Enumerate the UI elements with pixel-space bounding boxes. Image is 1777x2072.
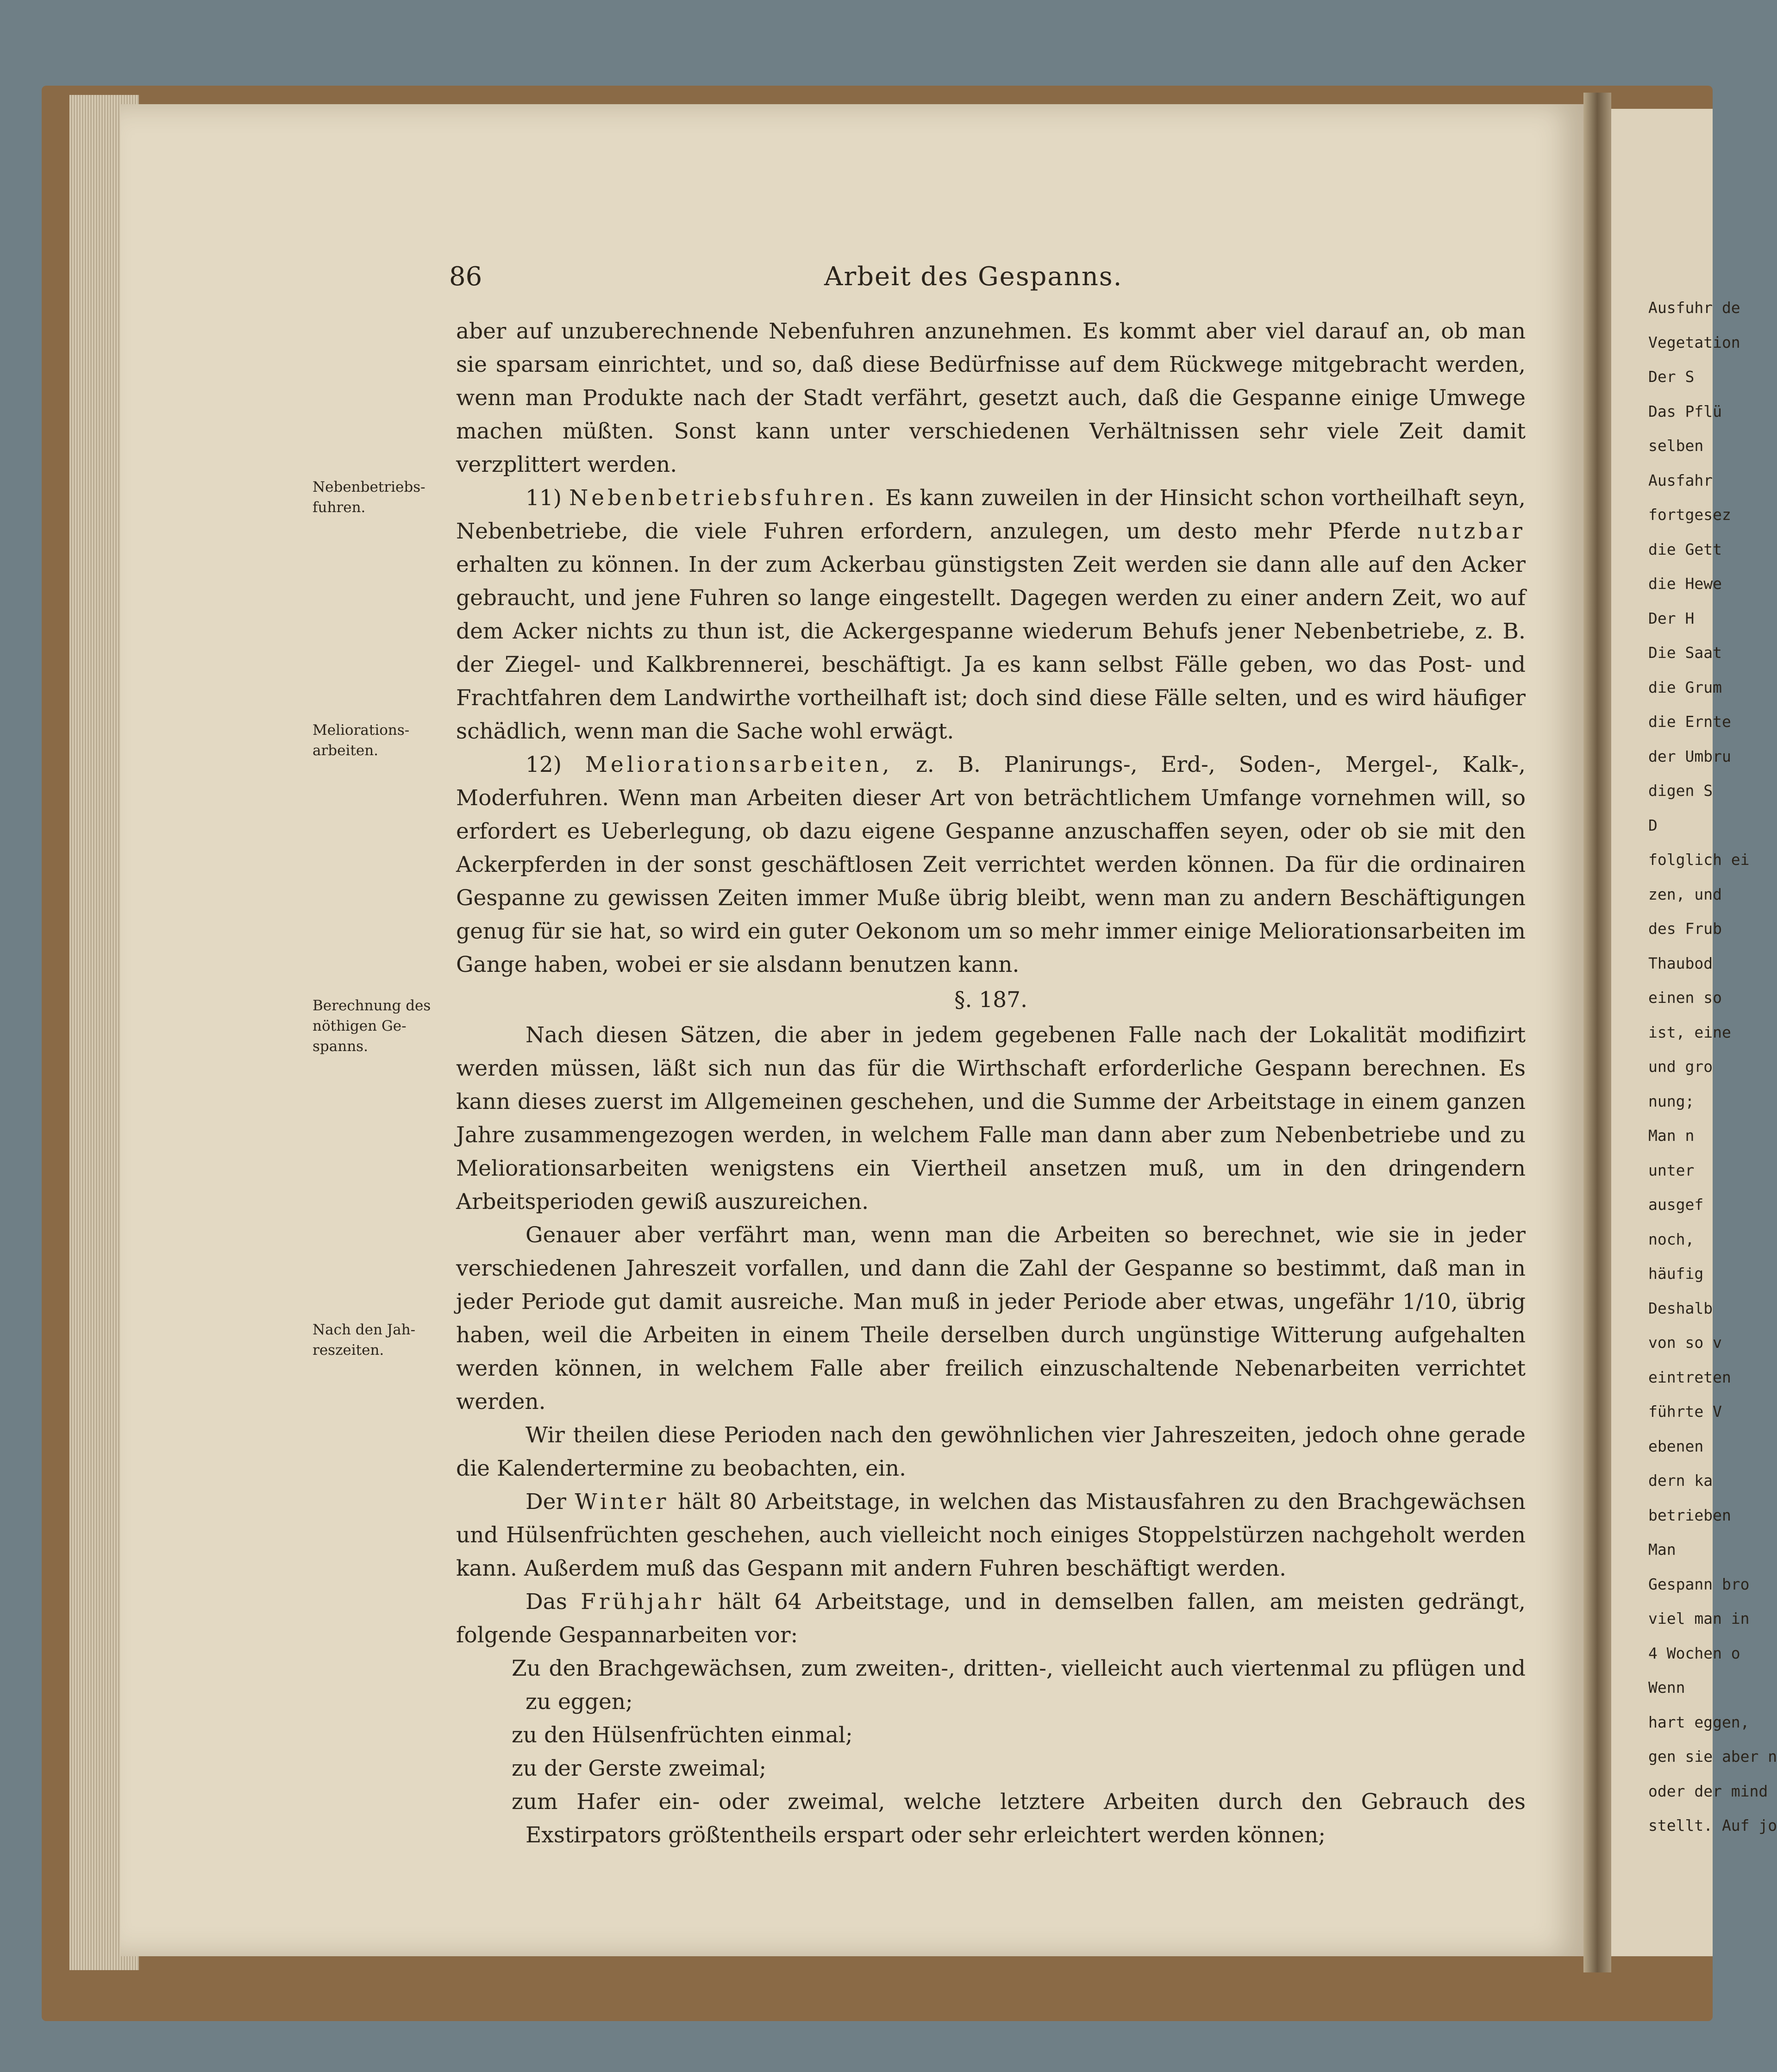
list-item: zum Hafer ein- oder zweimal, welche letztere Arbeiten durch den Gebrauch des Exstirpators größtentheils erspart oder sehr erleichtert werden können; bbox=[512, 1789, 1526, 1848]
right-page-fragment: viel man in bbox=[1648, 1609, 1750, 1628]
right-page-fragment: Ausfuhr de bbox=[1648, 299, 1740, 317]
page-number: 86 bbox=[449, 262, 482, 292]
paragraph-text: Es kann zuweilen in der Hinsicht schon vortheilhaft seyn, Nebenbetriebe, die viele Fuhren erfordern, anzulegen, um desto mehr Pferde bbox=[456, 485, 1526, 544]
paragraph-2 bbox=[456, 482, 1526, 748]
right-page-fragment: eintreten bbox=[1648, 1368, 1731, 1386]
right-page-fragment: die Grum bbox=[1648, 678, 1722, 696]
right-page-fragment: betrieben bbox=[1648, 1506, 1731, 1524]
paragraph-text: erhalten zu können. In der zum Ackerbau günstigsten Zeit werden sie dann alle auf den Acker gebraucht, und jene Fuhren so lange eingestellt. Dagegen werden zu einer andern Zeit, wo auf dem Acker nichts zu thun ist, die Ackergespanne wiederum Behufs jener Nebenbetriebe, z. B. der Ziegel- und Kalkbrennerei, beschäftigt. Ja es kann selbst Fälle geben, wo das Post- und Frachtfahren dem Landwirthe vortheilhaft ist; doch sind diese Fälle selten, und es wird häufiger schädlich, wenn man die Sache wohl erwägt. bbox=[456, 552, 1526, 744]
paragraph-text: Der bbox=[526, 1489, 566, 1515]
right-page-fragment: Deshalb bbox=[1648, 1299, 1713, 1317]
right-page-fragment: 4 Wochen o bbox=[1648, 1644, 1740, 1662]
right-page-fragment: Man bbox=[1648, 1540, 1676, 1559]
list-item: zu den Hülsenfrüchten einmal; bbox=[512, 1722, 853, 1748]
right-page-fragment: unter bbox=[1648, 1161, 1695, 1179]
right-page-fragment: Der S bbox=[1648, 368, 1695, 386]
right-page-fragment: selben bbox=[1648, 437, 1704, 455]
margin-note-berechnung: Berechnung des nöthigen Ge- spanns. bbox=[313, 997, 431, 1055]
right-page-fragment: einen so bbox=[1648, 989, 1722, 1007]
right-page-fragment: die Gett bbox=[1648, 540, 1722, 558]
page-header bbox=[444, 262, 1292, 299]
spaced-heading: Nebenbetriebsfuhren. bbox=[569, 485, 878, 511]
right-page-fragment: der Umbru bbox=[1648, 747, 1731, 765]
right-page-fragment: nung; bbox=[1648, 1092, 1695, 1110]
right-page-fragment: die Ernte bbox=[1648, 713, 1731, 731]
paragraph-text: hält 64 Arbeitstage, und in demselben fallen, am meisten gedrängt, folgende Gespannarbeiten vor: bbox=[456, 1589, 1526, 1648]
emphasized-word: Frühjahr bbox=[581, 1589, 705, 1615]
right-page-fragment: oder der mind bbox=[1648, 1782, 1768, 1800]
right-page-fragment: stellt. Auf jo bbox=[1648, 1816, 1777, 1834]
right-page-fragment: digen S bbox=[1648, 782, 1713, 800]
right-page-fragment: Man n bbox=[1648, 1127, 1695, 1145]
right-page-fragment: noch, bbox=[1648, 1230, 1695, 1248]
margin-note-meliorationsarbeiten: Meliorations- arbeiten. bbox=[313, 722, 410, 759]
paragraph-text: z. B. Planirungs-, Erd-, Soden-, Mergel-, Kalk-, Moderfuhren. Wenn man Arbeiten dieser Art von beträchtlichem Umfange vornehmen will, so erfordert es Ueberlegung, ob dazu eigene Gespanne anzuschaffen seyen, oder ob sie mit den Ackerpferden in der sonst geschäftlosen Zeit verrichtet werden können. Da für die ordinairen Gespanne zu gewissen Zeiten immer Muße übrig bleibt, wenn man zu andern Beschäftigungen genug für sie hat, so wird ein guter Oekonom um so mehr immer einige Meliorationsarbeiten im Gange haben, wobei er sie alsdann benutzen kann. bbox=[456, 752, 1526, 977]
right-page-fragment: gen sie aber n bbox=[1648, 1747, 1777, 1765]
right-page-fragment: die Hewe bbox=[1648, 575, 1722, 593]
paragraph-5: Genauer aber verfährt man, wenn man die Arbeiten so berechnet, wie sie in jeder verschiedenen Jahreszeit vorfallen, und dann die Zahl der Gespanne so bestimmt, daß man in jeder Periode gut damit ausreiche. Man muß in jeder Periode aber etwas, ungefähr 1/10, übrig haben, weil die Arbeiten in einem Theile derselben durch ungünstige Witterung aufgehalten werden können, in welchem Falle aber freilich einzuschaltende Nebenarbeiten verrichtet werden. bbox=[456, 1222, 1526, 1415]
emphasized-word: nutzbar bbox=[1417, 519, 1526, 544]
list-item: Zu den Brachgewächsen, zum zweiten-, dritten-, vielleicht auch viertenmal zu pflügen und zu eggen; bbox=[512, 1656, 1526, 1715]
right-page-fragment: von so v bbox=[1648, 1333, 1722, 1352]
emphasized-word: Winter bbox=[575, 1489, 670, 1515]
book-gutter bbox=[1583, 93, 1611, 1972]
running-title: Arbeit des Gespanns. bbox=[824, 262, 1123, 292]
section-heading: §. 187. bbox=[954, 987, 1028, 1013]
paragraph-6: Wir theilen diese Perioden nach den gewöhnlichen vier Jahreszeiten, jedoch ohne gerade die Kalendertermine zu beobachten, ein. bbox=[456, 1422, 1526, 1481]
right-page-fragment: hart eggen, bbox=[1648, 1713, 1750, 1731]
right-page-fragment: des Frub bbox=[1648, 920, 1722, 938]
right-page-fragment: und gro bbox=[1648, 1058, 1713, 1076]
body-text bbox=[456, 315, 1526, 1852]
item-number: 11) bbox=[526, 485, 562, 511]
right-page-fragment: Das Pflü bbox=[1648, 402, 1722, 420]
right-page-fragment: Die Saat bbox=[1648, 644, 1722, 662]
paragraph-text: Das bbox=[526, 1589, 567, 1615]
paragraph-3 bbox=[456, 748, 1526, 982]
right-page-fragment: Wenn bbox=[1648, 1678, 1685, 1696]
right-page-fragment: ebenen bbox=[1648, 1437, 1704, 1455]
margin-note-nebenbetriebsfuhren: Nebenbetriebs- fuhren. bbox=[313, 479, 425, 516]
right-page-fragment: Gespann bro bbox=[1648, 1575, 1750, 1593]
right-page-fragment: zen, und bbox=[1648, 885, 1722, 903]
item-number: 12) bbox=[526, 752, 562, 777]
right-page-fragment: führte V bbox=[1648, 1402, 1722, 1421]
right-page-fragment: folglich ei bbox=[1648, 851, 1750, 869]
paragraph-1: aber auf unzuberechnende Nebenfuhren anzunehmen. Es kommt aber viel darauf an, ob man sie sparsam einrichtet, und so, daß diese Bedürfnisse auf dem Rückwege mitgebracht werden, wenn man Produkte nach der Stadt verfährt, gesetzt auch, daß die Gespanne einige Umwege machen müßten. Sonst kann unter verschiedenen Verhältnissen sehr viele Zeit damit verzplittert werden. bbox=[456, 319, 1526, 477]
right-page-fragment: D bbox=[1648, 816, 1658, 834]
right-page-fragment: fortgesez bbox=[1648, 506, 1731, 524]
paragraph-text: hält 80 Arbeitstage, in welchen das Mistausfahren zu den Brachgewächsen und Hülsenfrüchten geschehen, auch vielleicht noch einiges Stoppelstürzen nachgeholt werden kann. Außerdem muß das Gespann mit andern Fuhren beschäftigt werden. bbox=[456, 1489, 1526, 1581]
right-page-fragment: häufig bbox=[1648, 1264, 1704, 1283]
right-page-fragment: ist, eine bbox=[1648, 1023, 1731, 1041]
paragraph-7 bbox=[456, 1485, 1526, 1585]
right-page-fragment: Der H bbox=[1648, 609, 1695, 627]
right-page-fragment: Vegetation bbox=[1648, 333, 1740, 351]
spaced-heading: Meliorationsarbeiten, bbox=[585, 752, 893, 777]
list-item: zu der Gerste zweimal; bbox=[512, 1756, 767, 1781]
paragraph-8 bbox=[456, 1585, 1526, 1652]
right-page-fragment: Thaubod bbox=[1648, 954, 1713, 972]
right-page-fragment: ausgef bbox=[1648, 1196, 1704, 1214]
right-page-fragment: dern ka bbox=[1648, 1471, 1713, 1490]
right-page-fragment: Ausfahr bbox=[1648, 471, 1713, 489]
margin-note-jahreszeiten: Nach den Jah- reszeiten. bbox=[313, 1321, 416, 1358]
paragraph-4: Nach diesen Sätzen, die aber in jedem gegebenen Falle nach der Lokalität modifizirt werden müssen, läßt sich nun das für die Wirthschaft erforderliche Gespann berechnen. Es kann dieses zuerst im Allgemeinen geschehen, und die Summe der Arbeitstage in einem ganzen Jahre zusammengezogen werden, in welchem Falle man dann aber zum Nebenbetriebe und zu Meliorationsarbeiten wenigstens ein Viertheil ansetzen muß, um in den dringendern Arbeitsperioden gewiß auszureichen. bbox=[456, 1022, 1526, 1214]
